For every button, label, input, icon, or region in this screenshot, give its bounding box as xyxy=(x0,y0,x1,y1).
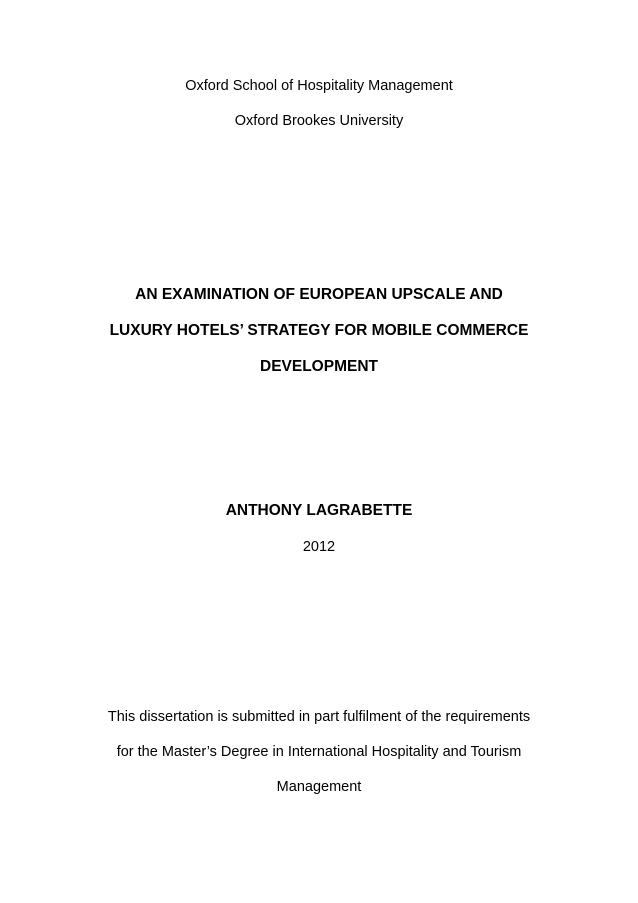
dissertation-title-line-1: AN EXAMINATION OF EUROPEAN UPSCALE AND xyxy=(135,286,503,303)
submission-statement-line-1: This dissertation is submitted in part fulfilment of the requirements xyxy=(107,709,531,725)
submission-statement-line-2: for the Master’s Degree in International Hospitality and Tourism xyxy=(116,744,522,760)
school-name: Oxford School of Hospitality Management xyxy=(185,78,453,94)
dissertation-title-line-3: DEVELOPMENT xyxy=(260,358,378,375)
dissertation-title-line-2: LUXURY HOTELS’ STRATEGY FOR MOBILE COMMERCE xyxy=(109,322,529,339)
submission-year: 2012 xyxy=(302,539,336,555)
author-name: ANTHONY LAGRABETTE xyxy=(225,502,413,519)
university-name: Oxford Brookes University xyxy=(234,113,404,129)
submission-statement-line-3: Management xyxy=(276,779,362,795)
